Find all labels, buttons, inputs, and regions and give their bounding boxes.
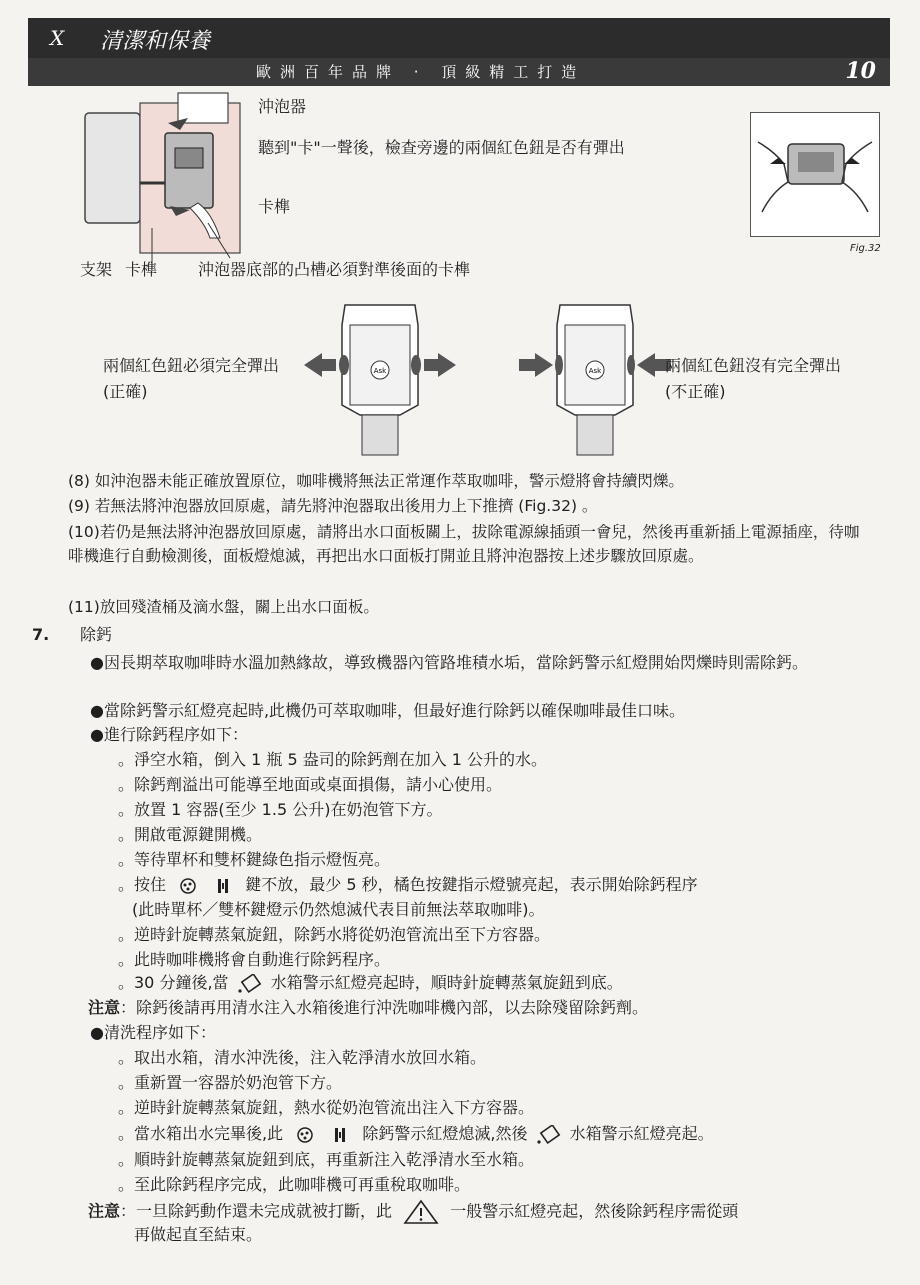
brewer-incorrect-figure <box>515 295 675 460</box>
proc-step-6 <box>118 874 698 896</box>
note-2-a: ：一旦除鈣動作還未完成就被打斷，此 <box>120 1201 393 1221</box>
proc-step-3: 。放置 1 容器(至少 1.5 公升)在奶泡管下方。 <box>118 800 443 819</box>
page-number: 10 <box>845 58 876 84</box>
water-tank-icon <box>234 974 266 994</box>
section-title: 清潔和保養 <box>100 29 211 54</box>
note-2 <box>88 1199 738 1225</box>
note-2-b: 一般警示紅燈亮起，然後除鈣程序需從頭 <box>450 1201 739 1221</box>
water-tank-icon <box>533 1125 565 1145</box>
bullet-1: ●因長期萃取咖啡時水溫加熱緣故，導致機器內管路堆積水垢，當除鈣警示紅燈開始閃爍時則需除鈣。 <box>90 653 808 672</box>
warning-triangle-icon <box>397 1199 445 1225</box>
label-click-check: 聽到"卡"一聲後，檢查旁邊的兩個紅色鈕是否有彈出 <box>258 138 625 157</box>
step-8: (8) 如沖泡器未能正確放置原位，咖啡機將無法正常運作萃取咖啡，警示燈將會持續閃爍。 <box>68 472 684 490</box>
brewer-correct-figure <box>300 295 460 460</box>
proc-step-6-note: (此時單杯／雙杯鍵燈示仍然熄滅代表目前無法萃取咖啡)。 <box>132 900 545 919</box>
clean-step-4-c: 水箱警示紅燈亮起。 <box>569 1124 714 1143</box>
double-cup-icon <box>327 1126 357 1144</box>
double-cup-icon <box>210 877 240 895</box>
step-10: (10)若仍是無法將沖泡器放回原處，請將出水口面板關上，拔除電源線插頭一會兒，然後再重新插上電源插座，待咖啡機進行自動檢測後，面板燈熄滅，再把出水口面板打開並且將沖泡器按上述步驟放回原處。 <box>68 523 860 565</box>
section-number: 7. <box>32 625 50 644</box>
proc-step-6-b: 鍵不放，最少 5 秒，橘色按鍵指示燈號亮起，表示開始除鈣程序 <box>245 875 698 894</box>
decalcify-icon <box>288 1126 322 1144</box>
clean-step-1: 。取出水箱，清水沖洗後，注入乾淨清水放回水箱。 <box>118 1048 487 1067</box>
brand-logo: Ask <box>373 367 387 375</box>
label-lever-2: 卡榫 <box>125 260 158 279</box>
fig32-caption: Fig.32 <box>850 243 881 254</box>
proc-step-1: 。淨空水箱，倒入 1 瓶 5 盎司的除鈣劑在加入 1 公升的水。 <box>118 750 548 769</box>
label-groove: 沖泡器底部的凸槽必須對準後面的卡榫 <box>198 260 471 279</box>
proc-step-2: 。除鈣劑溢出可能導至地面或桌面損傷，請小心使用。 <box>118 775 503 794</box>
note-2-label: 注意 <box>88 1201 121 1221</box>
clean-step-4 <box>118 1123 714 1145</box>
note-1 <box>88 997 648 1019</box>
clean-step-3: 。逆時針旋轉蒸氣旋鈕，熱水從奶泡管流出注入下方容器。 <box>118 1098 535 1117</box>
clean-step-5: 。順時針旋轉蒸氣旋鈕到底，再重新注入乾淨清水至水箱。 <box>118 1150 535 1169</box>
clean-step-2: 。重新置一容器於奶泡管下方。 <box>118 1073 343 1092</box>
proc-step-9-b: 水箱警示紅燈亮起時，順時針旋轉蒸氣旋鈕到底。 <box>270 973 623 992</box>
label-incorrect: 兩個紅色鈕沒有完全彈出(不正確) <box>665 356 842 401</box>
proc-step-5: 。等待單杯和雙杯鍵綠色指示燈恆亮。 <box>118 850 391 869</box>
proc-step-7: 。逆時針旋轉蒸氣旋鈕，除鈣水將從奶泡管流出至下方容器。 <box>118 925 551 944</box>
fig32-image <box>750 112 880 237</box>
section-heading: 除鈣 <box>80 625 113 644</box>
note-1-label: 注意 <box>88 998 121 1017</box>
clean-step-4-b: 除鈣警示紅燈熄滅,然後 <box>362 1124 528 1143</box>
label-correct: 兩個紅色鈕必須完全彈出(正確) <box>103 356 280 401</box>
section-letter: X <box>50 26 65 50</box>
note-2-cont: 再做起直至結束。 <box>134 1225 263 1244</box>
brand-logo-2: Ask <box>588 367 602 375</box>
arrow-left <box>304 353 336 377</box>
proc-step-6-a: 。按住 <box>118 875 167 894</box>
bullet-2: ●當除鈣警示紅燈亮起時,此機仍可萃取咖啡，但最好進行除鈣以確保咖啡最佳口味。 <box>90 701 686 720</box>
proc-step-4: 。開啟電源鍵開機。 <box>118 825 263 844</box>
proc-step-9-a: 。30 分鐘後,當 <box>118 973 229 992</box>
label-lever: 卡榫 <box>258 197 291 216</box>
decalcify-icon <box>171 877 205 895</box>
brewer-insertion-figure <box>80 88 260 268</box>
arrow-in-left <box>519 353 553 377</box>
step-11: (11)放回殘渣桶及滴水盤，關上出水口面板。 <box>68 598 379 616</box>
note-1-text: ：除鈣後請再用清水注入水箱後進行沖洗咖啡機內部，以去除殘留除鈣劑。 <box>120 998 649 1017</box>
page-header <box>28 18 890 86</box>
label-brewer: 沖泡器 <box>258 97 307 116</box>
clean-step-6: 。至此除鈣程序完成，此咖啡機可再重稅取咖啡。 <box>118 1175 471 1194</box>
clean-step-4-a: 。當水箱出水完畢後,此 <box>118 1124 284 1143</box>
label-bracket: 支架 <box>80 260 113 279</box>
bullet-4: ●清洗程序如下： <box>90 1023 216 1042</box>
brand-slogan: 歐洲百年品牌 · 頂級精工打造 <box>256 63 586 81</box>
step-9: (9) 若無法將沖泡器放回原處，請先將沖泡器取出後用力上下推擠 (Fig.32) 。 <box>68 497 598 515</box>
bullet-3: ●進行除鈣程序如下： <box>90 725 248 744</box>
proc-step-8: 。此時咖啡機將會自動進行除鈣程序。 <box>118 950 391 969</box>
arrow-right <box>424 353 456 377</box>
proc-step-9 <box>118 972 623 994</box>
